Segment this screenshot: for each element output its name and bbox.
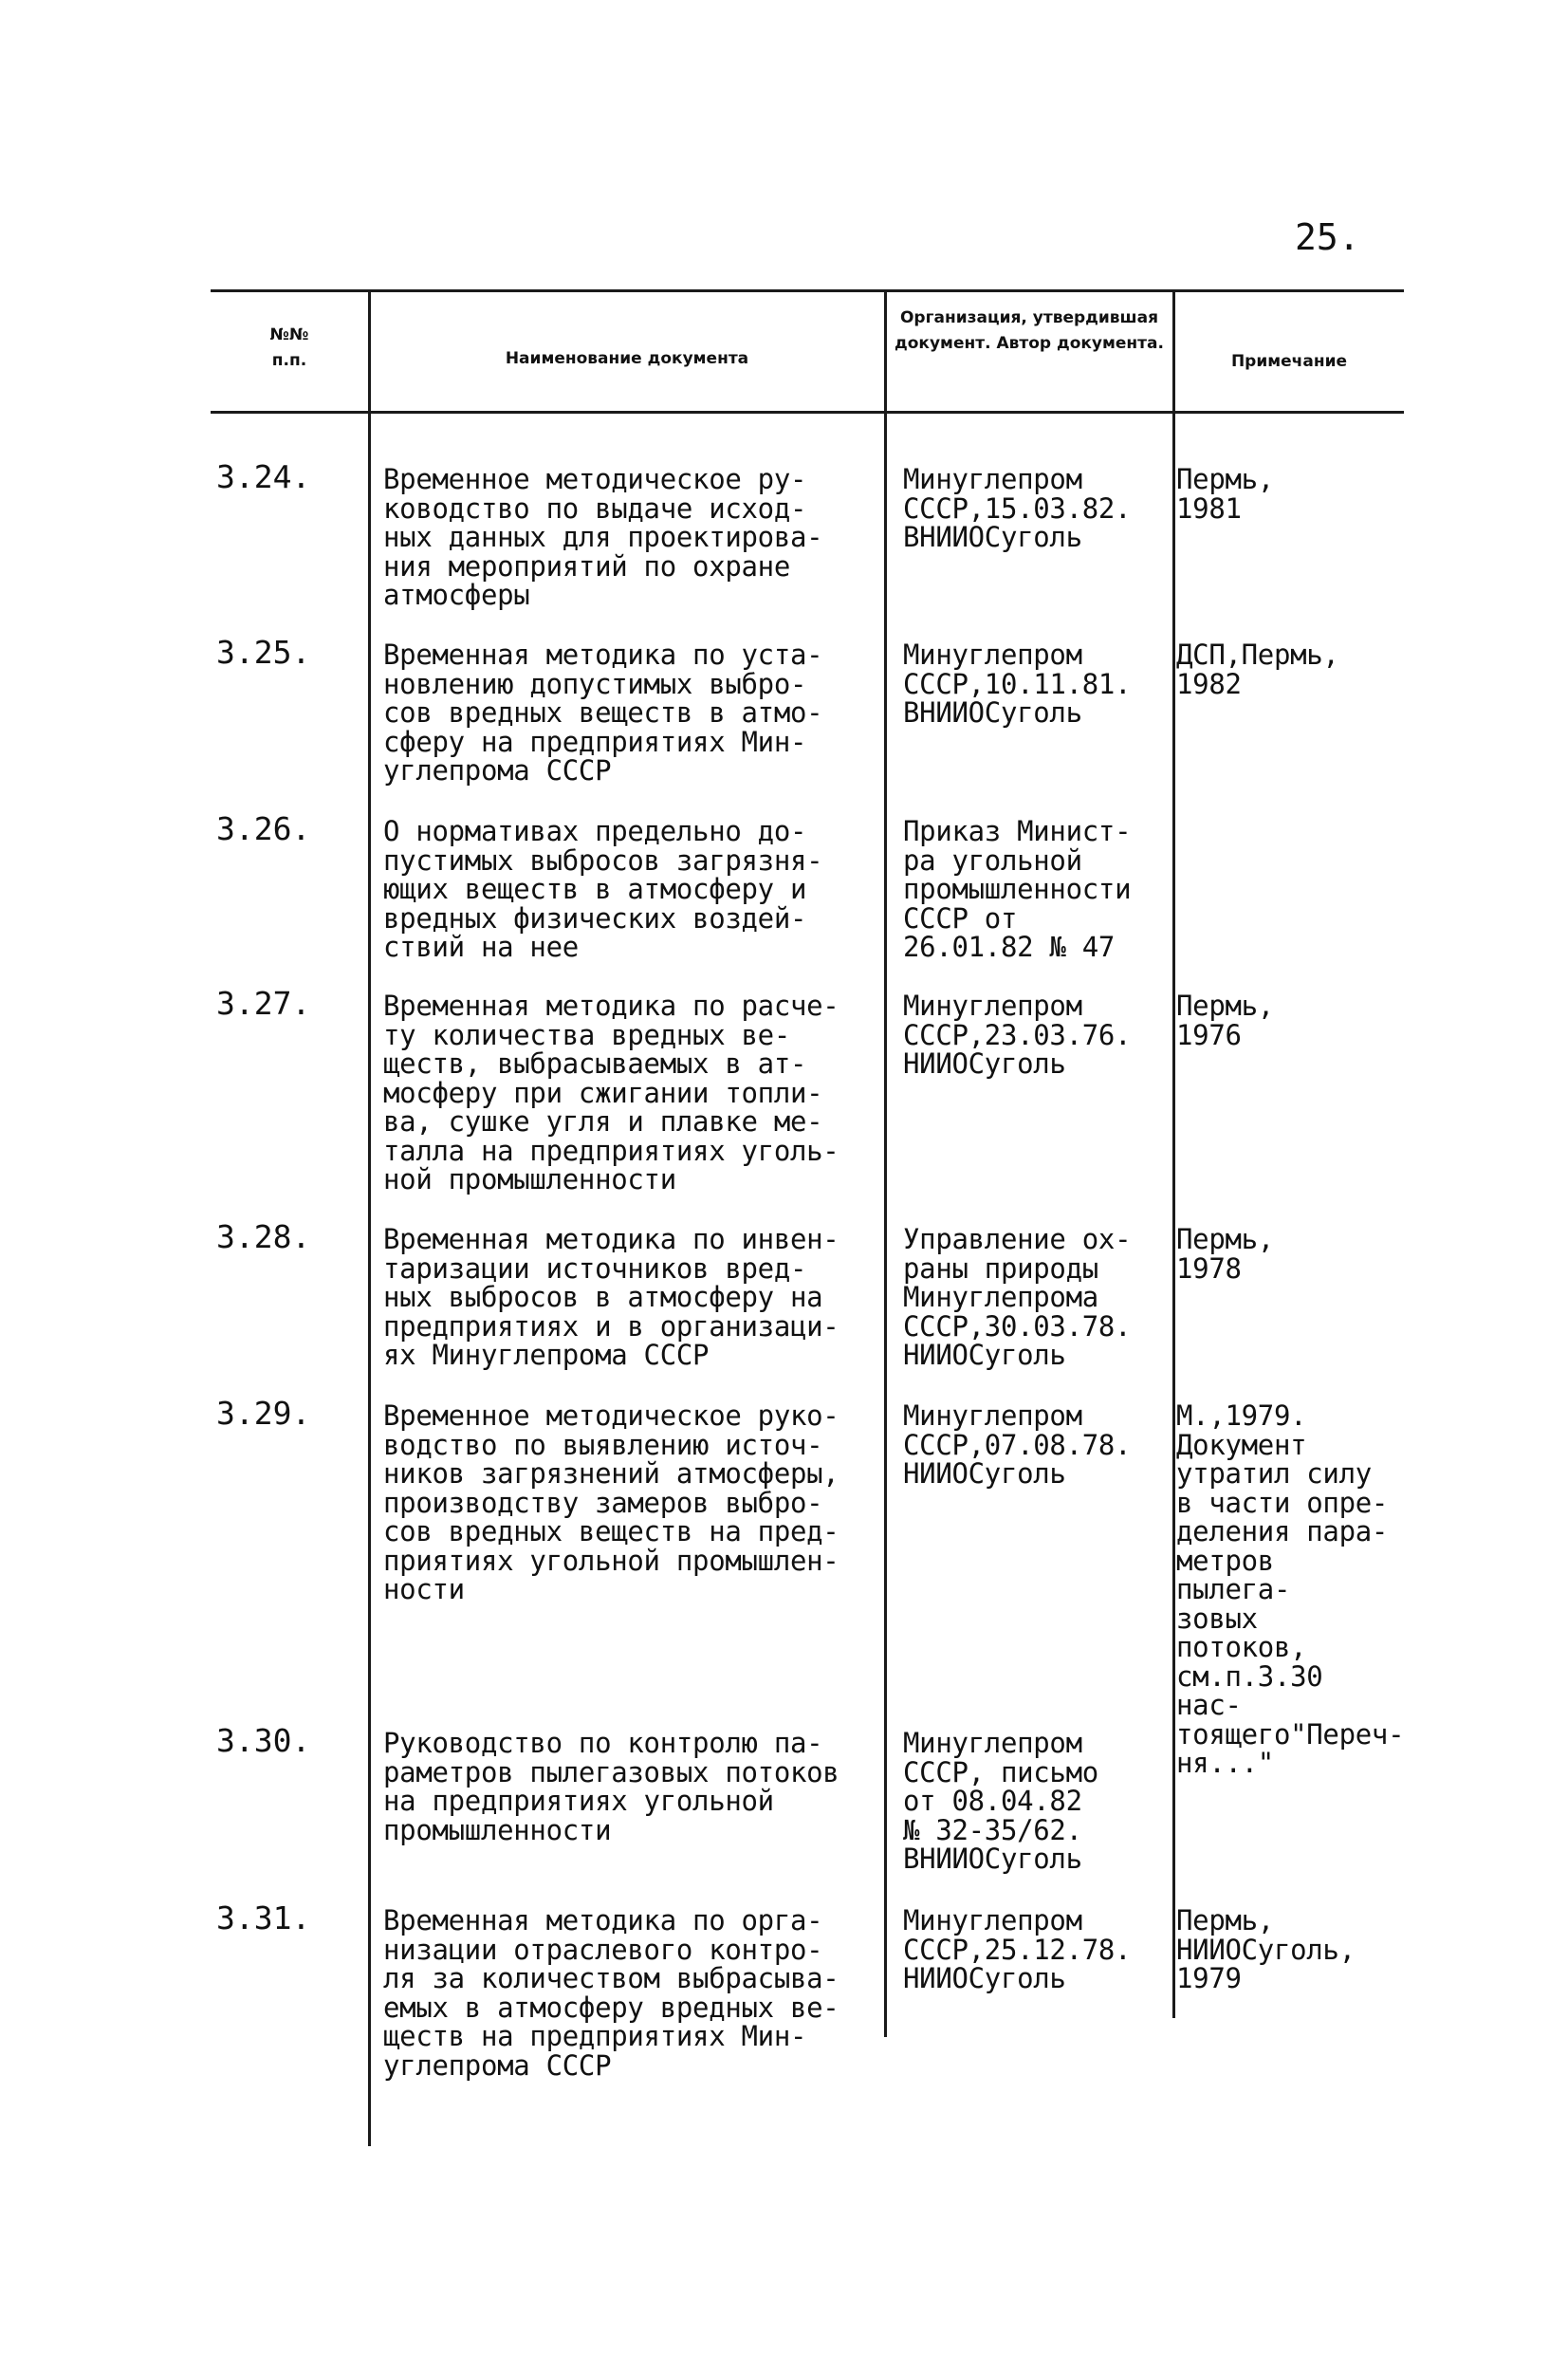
- row-number: 3.29.: [216, 1395, 311, 1432]
- row-document-name: Временное методическое руко- водство по выявлению источ- ников загрязнений атмосферы, производству замеров выбро- сов вредных веществ на пред- приятиях угольной промышлен- ности: [383, 1399, 839, 1605]
- page-number: 25.: [1295, 216, 1360, 258]
- header-number: №№ п.п.: [269, 325, 309, 370]
- row-note: Пермь, 1981: [1176, 463, 1274, 525]
- row-number: 3.25.: [216, 634, 311, 671]
- row-number: 3.28.: [216, 1218, 311, 1255]
- row-note: Пермь, НИИОСуголь, 1979: [1176, 1904, 1356, 1994]
- row-organization: Минуглепром СССР,07.08.78. НИИОСуголь: [903, 1399, 1132, 1490]
- row-organization: Минуглепром СССР,10.11.81. ВНИИОСуголь: [903, 639, 1132, 729]
- row-organization: Минуглепром СССР,25.12.78. НИИОСуголь: [903, 1904, 1132, 1994]
- row-note: ДСП,Пермь, 1982: [1176, 639, 1339, 700]
- row-number: 3.26.: [216, 810, 311, 847]
- table-header-rule: [211, 411, 1404, 414]
- row-number: 3.30.: [216, 1722, 311, 1759]
- row-note: Пермь, 1978: [1176, 1223, 1274, 1285]
- row-document-name: Временная методика по расче- ту количества вредных ве- ществ, выбрасываемых в ат- мосферу при сжигании топли- ва, сушке угля и плавке ме- талла на предприятиях уголь- ной промышленности: [383, 990, 839, 1195]
- row-document-name: О нормативах предельно до- пустимых выбросов загрязня- ющих веществ в атмосферу и вредных физических воздей- ствий на нее: [383, 815, 823, 963]
- header-organization: Организация, утвердившая документ. Автор документа.: [895, 308, 1164, 353]
- column-divider-1: [368, 291, 371, 2146]
- row-document-name: Руководство по контролю па- раметров пылегазовых потоков на предприятиях угольной промышленности: [383, 1727, 839, 1846]
- row-number: 3.27.: [216, 985, 311, 1022]
- row-organization: Минуглепром СССР,15.03.82. ВНИИОСуголь: [903, 463, 1132, 553]
- row-note: М.,1979. Документ утратил силу в части опре- деления пара- метров пылега- зовых потоков, см.п.3.30 нас- тоящего"Переч- ня...": [1176, 1399, 1405, 1779]
- row-organization: Минуглепром СССР, письмо от 08.04.82 № 32-35/62. ВНИИОСуголь: [903, 1727, 1098, 1875]
- header-document-name: Наименование документа: [505, 349, 749, 368]
- table-top-rule: [211, 289, 1404, 292]
- row-document-name: Временная методика по орга- низации отраслевого контро- ля за количеством выбрасыва- емых в атмосферу вредных ве- ществ на предприятиях Мин- углепрома СССР: [383, 1904, 839, 2082]
- row-number: 3.31.: [216, 1899, 311, 1936]
- row-document-name: Временное методическое ру- ководство по выдаче исход- ных данных для проектирова- ния мероприятий по охране атмосферы: [383, 463, 823, 611]
- row-organization: Управление ох- раны природы Минуглепрома СССР,30.03.78. НИИОСуголь: [903, 1223, 1132, 1371]
- row-number: 3.24.: [216, 458, 311, 495]
- row-note: Пермь, 1976: [1176, 990, 1274, 1051]
- header-note: Примечание: [1230, 352, 1348, 371]
- row-organization: Приказ Минист- ра угольной промышленности СССР от 26.01.82 № 47: [903, 815, 1132, 963]
- row-document-name: Временная методика по уста- новлению допустимых выбро- сов вредных веществ в атмо- сферу на предприятиях Мин- углепрома СССР: [383, 639, 823, 787]
- row-organization: Минуглепром СССР,23.03.76. НИИОСуголь: [903, 990, 1132, 1080]
- row-document-name: Временная методика по инвен- таризации источников вред- ных выбросов в атмосферу на предприятиях и в организаци- ях Минуглепрома СССР: [383, 1223, 839, 1371]
